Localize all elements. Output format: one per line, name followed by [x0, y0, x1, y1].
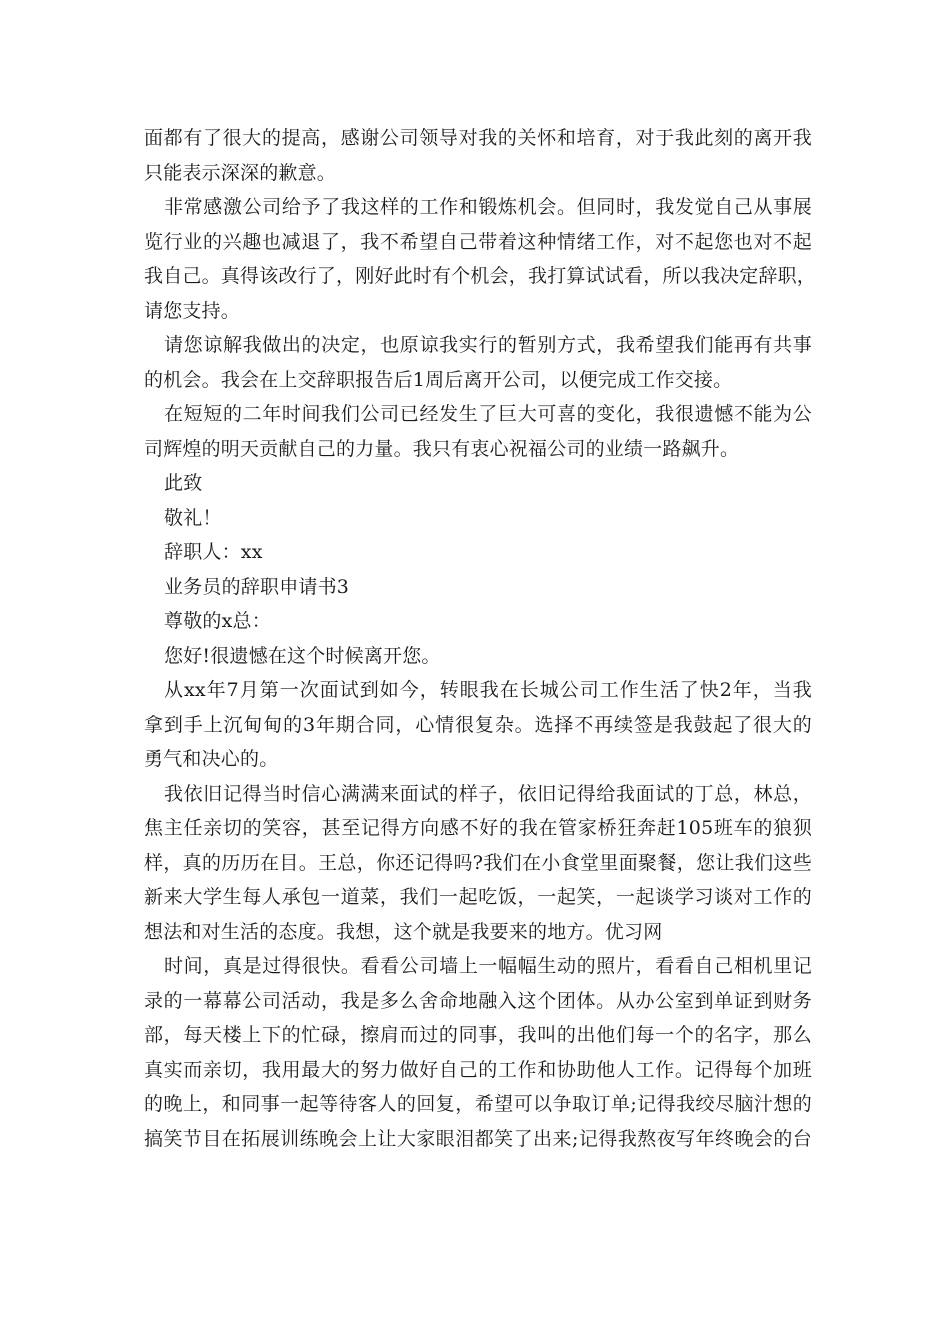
paragraph-start-line: 请您谅解我做出的决定，也原谅我实行的暂别方式，我希望我们能再有共事 — [164, 334, 812, 356]
letter-opening: 您好!很遗憾在这个时候离开您。 — [164, 644, 441, 667]
text-line: 录的一幕幕公司活动，我是多么舍命地融入这个团体。从办公室到单证到财务 — [144, 989, 812, 1012]
text-line: 的机会。我会在上交辞职报告后1周后离开公司，以便完成工作交接。 — [144, 368, 733, 391]
text-line: 览行业的兴趣也减退了，我不希望自己带着这种情绪工作，对不起您也对不起 — [144, 230, 812, 253]
text-line: 请您支持。 — [144, 299, 241, 322]
paragraph-start-line: 非常感激公司给予了我这样的工作和锻炼机会。但同时，我发觉自己从事展 — [164, 196, 812, 218]
text-line: 样，真的历历在目。王总，你还记得吗?我们在小食堂里面聚餐，您让我们这些 — [144, 851, 812, 874]
closing-salutation: 此致 — [164, 472, 203, 494]
text-line: 新来大学生每人承包一道菜，我们一起吃饭，一起笑，一起谈学习谈对工作的 — [144, 886, 812, 908]
paragraph-start-line: 我依旧记得当时信心满满来面试的样子，依旧记得给我面试的丁总，林总， — [164, 782, 812, 805]
text-line: 部，每天楼上下的忙碌，擦肩而过的同事，我叫的出他们每一个的名字，那么 — [144, 1024, 812, 1046]
signature-line: 辞职人：xx — [164, 541, 263, 563]
text-line: 搞笑节目在拓展训练晚会上让大家眼泪都笑了出来;记得我熬夜写年终晚会的台 — [144, 1127, 812, 1150]
document-body — [144, 121, 817, 1156]
text-line: 焦主任亲切的笑容，甚至记得方向感不好的我在管家桥狂奔赶105班车的狼狈 — [144, 817, 812, 839]
text-line: 拿到手上沉甸甸的3年期合同，心情很复杂。选择不再续签是我鼓起了很大的 — [144, 713, 812, 736]
text-line: 司辉煌的明天贡献自己的力量。我只有衷心祝福公司的业绩一路飙升。 — [144, 437, 740, 460]
text-line: 面都有了很大的提高，感谢公司领导对我的关怀和培育，对于我此刻的离开我 — [144, 127, 812, 149]
text-line: 我自己。真得该改行了，刚好此时有个机会，我打算试试看，所以我决定辞职， — [144, 265, 817, 287]
paragraph-start-line: 时间，真是过得很快。看看公司墙上一幅幅生动的照片，看看自己相机里记 — [164, 955, 812, 977]
section-title: 业务员的辞职申请书3 — [164, 575, 350, 598]
text-line: 只能表示深深的歉意。 — [144, 161, 337, 184]
paragraph-start-line: 在短短的二年时间我们公司已经发生了巨大可喜的变化，我很遗憾不能为公 — [164, 403, 812, 425]
text-line: 的晚上，和同事一起等待客人的回复，希望可以争取订单;记得我绞尽脑汁想的 — [144, 1093, 812, 1115]
paragraph-start-line: 从xx年7月第一次面试到如今，转眼我在长城公司工作生活了快2年，当我 — [164, 679, 812, 701]
text-line: 真实而亲切，我用最大的努力做好自己的工作和协助他人工作。记得每个加班 — [144, 1058, 812, 1081]
text-line: 勇气和决心的。 — [144, 748, 279, 770]
letter-greeting: 尊敬的x总： — [164, 610, 271, 632]
text-line: 想法和对生活的态度。我想，这个就是我要来的地方。优习网 — [144, 920, 663, 943]
closing-regards: 敬礼！ — [164, 506, 222, 529]
